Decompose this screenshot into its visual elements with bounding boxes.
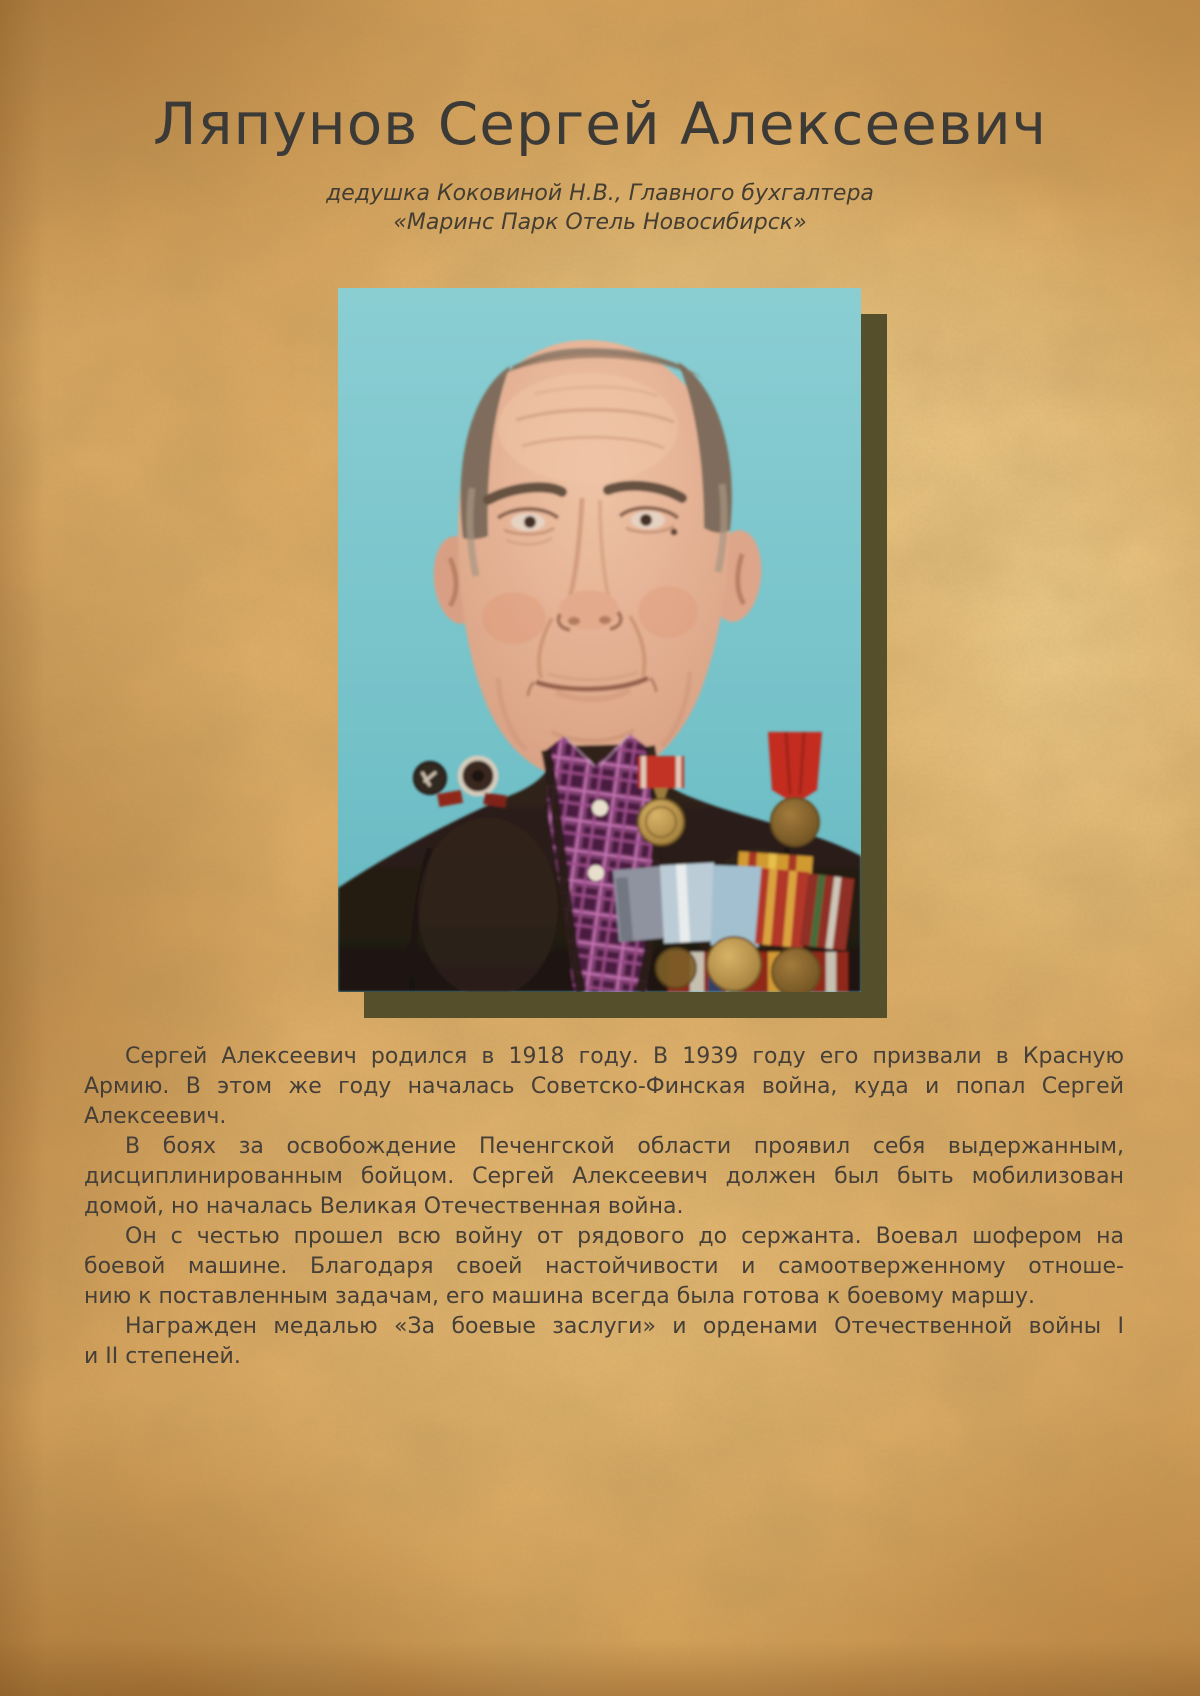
text-line: нию к поставленным задачам, его машина всегда была готова к боевому маршу. xyxy=(84,1284,1035,1309)
text-line: домой, но началась Великая Отечественная война. xyxy=(84,1194,684,1219)
paragraph xyxy=(84,1132,1124,1222)
text-line: Алексеевич. xyxy=(84,1104,227,1129)
subtitle-line-2: «Маринс Парк Отель Новосибирск» xyxy=(393,210,807,235)
text-line: дисциплинированным бойцом. Сергей Алексеевич должен был быть мобилизован xyxy=(84,1164,1124,1189)
text-line: и II степеней. xyxy=(84,1344,241,1369)
text-line: Сергей Алексеевич родился в 1918 году. В 1939 году его призвали в Красную xyxy=(125,1044,1124,1069)
paragraph xyxy=(84,1312,1124,1372)
page-title: Ляпунов Сергей Алексеевич xyxy=(153,90,1047,158)
text-line: боевой машине. Благодаря своей настойчивости и самоотверженному отноше- xyxy=(84,1254,1124,1279)
text-line: В боях за освобождение Печенгской области проявил себя выдержанным, xyxy=(125,1134,1124,1159)
veteran-portrait-illustration xyxy=(338,288,861,992)
paragraph xyxy=(84,1222,1124,1312)
paragraph xyxy=(84,1042,1124,1132)
text-line: Награжден медалью «За боевые заслуги» и орденами Отечественной войны I xyxy=(125,1314,1124,1339)
veteran-portrait-photo xyxy=(338,288,861,992)
text-line: Он с честью прошел всю войну от рядового до сержанта. Воевал шофером на xyxy=(125,1224,1124,1249)
text-line: Армию. В этом же году началась Советско-Финская война, куда и попал Сергей xyxy=(84,1074,1124,1099)
biography-text xyxy=(84,1042,1124,1372)
subtitle-line-1: дедушка Коковиной Н.В., Главного бухгалтера xyxy=(326,181,874,206)
page-subtitle xyxy=(0,179,1200,237)
